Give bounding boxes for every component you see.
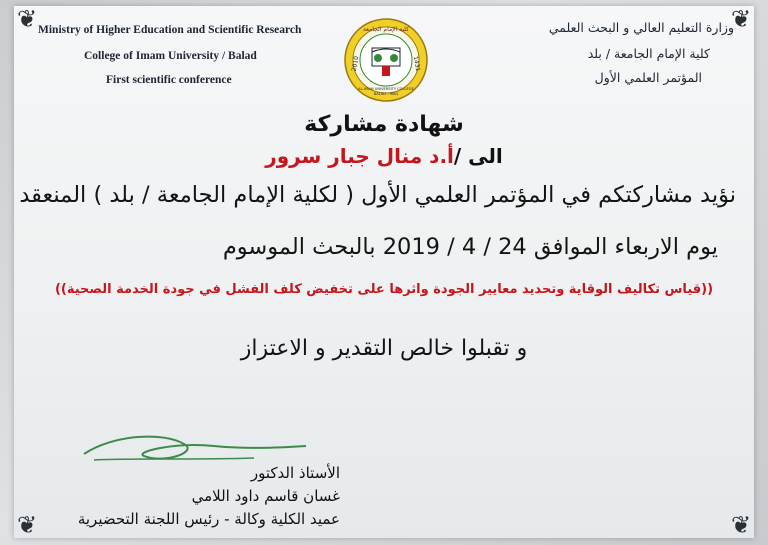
- signatory-position: عميد الكلية وكالة - رئيس اللجنة التحضيرية: [77, 510, 340, 528]
- college-seal-logo: [344, 18, 428, 102]
- research-title: ((قياس تكاليف الوقاية وتحديد معايير الجودة واثرها على تخفيض كلف الفشل في جودة الخدمة الصحية)): [54, 282, 714, 297]
- seal-bottom-text2: BALAD - IRAQ: [373, 92, 399, 96]
- seal-bottom-text: AL-IMAM UNIVERSITY COLLEGE: [358, 87, 414, 91]
- corner-ornament-icon: ❦: [730, 511, 752, 539]
- seal-top-text: كلية الإمام الجامعة: [362, 26, 410, 33]
- header-en-ministry: Ministry of Higher Education and Scientific Research: [38, 24, 302, 36]
- header-ar-conference: المؤتمر العلمي الأول: [594, 70, 702, 85]
- header-ar-ministry: وزارة التعليم العالي و البحث العلمي: [548, 20, 734, 35]
- signatory-name: غسان قاسم داود اللامي: [191, 487, 340, 505]
- header-en-college: College of Imam University / Balad: [84, 50, 257, 62]
- recipient-name: أ.د منال جبار سرور: [265, 144, 454, 168]
- header-ar-college: كلية الإمام الجامعة / بلد: [587, 46, 710, 61]
- header-en-conference: First scientific conference: [106, 74, 232, 86]
- signatory-block: [40, 462, 340, 531]
- corner-ornament-icon: ❦: [16, 511, 38, 539]
- corner-ornament-icon: ❦: [730, 5, 752, 33]
- body-line-2: يوم الاربعاء الموافق 24 / 4 / 2019 بالبحث الموسوم: [222, 234, 718, 260]
- certificate-sheet: [14, 6, 754, 538]
- recipient-prefix: الى /: [453, 144, 503, 168]
- body-line-1: نؤيد مشاركتكم في المؤتمر العلمي الأول ( لكلية الإمام الجامعة / بلد ) المنعقد: [19, 182, 736, 208]
- recipient-line: [14, 144, 754, 168]
- corner-ornament-icon: ❦: [16, 5, 38, 33]
- signatory-title: الأستاذ الدكتور: [250, 464, 340, 482]
- seal-year-left: 2010: [350, 55, 361, 72]
- certificate-title: شهادة مشاركة: [304, 112, 464, 137]
- seal-year-right: 1431: [411, 55, 422, 72]
- closing-line: و تقبلوا خالص التقدير و الاعتزاز: [240, 336, 528, 361]
